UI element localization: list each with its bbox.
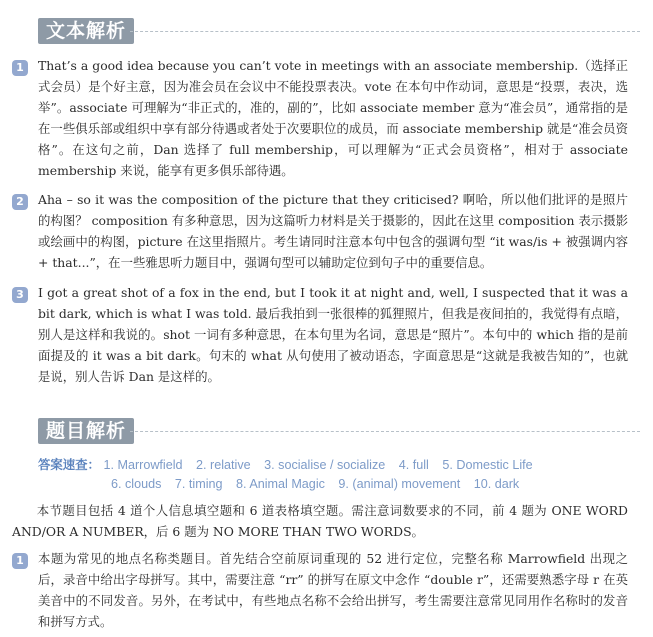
item-number-badge: 2 xyxy=(12,194,28,210)
text-analysis-item-3: I got a great shot of a fox in the end, but I took it at night and, well, I suspected that it was a bit dark, which is what I was told. 最后我拍到一张很棒的狐狸照片，但我是夜间拍的，我觉得有点暗，别人是这样和我说的。shot 一词有多种意思，在本句里为名词，意思是“照片”。本句中的 which 指的是前面提及的 it was a bit dark。句末的 what 从句使用了被动语态，字面意思是“这就是我被告知的”，也就是说，别人告诉 Dan 是这样的。 xyxy=(38,285,628,384)
item-number-badge: 1 xyxy=(12,60,28,76)
item-number-badge: 3 xyxy=(12,287,28,303)
section-divider xyxy=(130,431,640,432)
item-number-badge: 1 xyxy=(12,553,28,569)
answer-item: 3. socialise / socialize xyxy=(264,458,386,472)
answer-item: 9. (animal) movement xyxy=(338,477,461,491)
answer-item: 1. Marrowfield xyxy=(103,458,183,472)
answer-key-row-2 xyxy=(111,477,529,491)
answer-item: 7. timing xyxy=(174,477,223,491)
answer-item: 6. clouds xyxy=(111,477,162,491)
answer-item: 8. Animal Magic xyxy=(236,477,325,491)
text-analysis-item-1: That’s a good idea because you can’t vote in meetings with an associate membership.（选择正式会员）是个好主意，因为准会员在会议中不能投票表决。vote 在本句中作动词，意思是“投票，表决，选举”。associate 可理解为“非正式的，准的，副的”，比如 associate member 意为“准会员”，通常指的是在一些俱乐部或组织中享有部分待遇或者处于次要职位的成员，而 associate membership 就是“准会员资格”。在这句之前，Dan 选择了 full membership，可以理解为“正式会员资格”，相对于 associate membership 来说，能享有更多俱乐部待遇。 xyxy=(38,58,628,178)
section-title-question-analysis: 题目解析 xyxy=(38,418,134,444)
answer-item: 2. relative xyxy=(196,458,251,472)
answer-key-label: 答案速查： xyxy=(38,457,100,472)
answer-item: 5. Domestic Life xyxy=(442,458,533,472)
answer-key-row-1 xyxy=(38,455,543,473)
answer-item: 10. dark xyxy=(473,477,520,491)
question-analysis-item-1: 本题为常见的地点名称类题目。首先结合空前原词重现的 52 进行定位，完整名称 Marrowfield 出现之后，录音中给出字母拼写。其中，需要注意 “rr” 的拼写在原文中念作 “double r”，还需要熟悉字母 r 在英美音中的不同发音。另外，在考试中，有些地点名称不会给出拼写，考生需要注意常见同用作名称时的发音和拼写方式。 xyxy=(38,551,628,629)
section-divider xyxy=(130,31,640,32)
section-title-text-analysis: 文本解析 xyxy=(38,18,134,44)
answer-item: 4. full xyxy=(398,458,429,472)
question-intro: 本节题目包括 4 道个人信息填空题和 6 道表格填空题。需注意词数要求的不同，前 4 题为 ONE WORD AND/OR A NUMBER，后 6 题为 NO MORE THAN TWO WORDS。 xyxy=(12,503,628,539)
text-analysis-item-2: Aha – so it was the composition of the picture that they criticised? 啊哈，所以他们批评的是照片的构图？ composition 有多种意思，因为这篇听力材料是关于摄影的，因此在这里 composition 表示摄影或绘画中的构图，picture 在这里指照片。考生请同时注意本句中包含的强调句型 “it was/is + 被强调内容 + that...”，在一些雅思听力题目中，强调句型可以辅助定位到句子中的重要信息。 xyxy=(38,192,628,270)
